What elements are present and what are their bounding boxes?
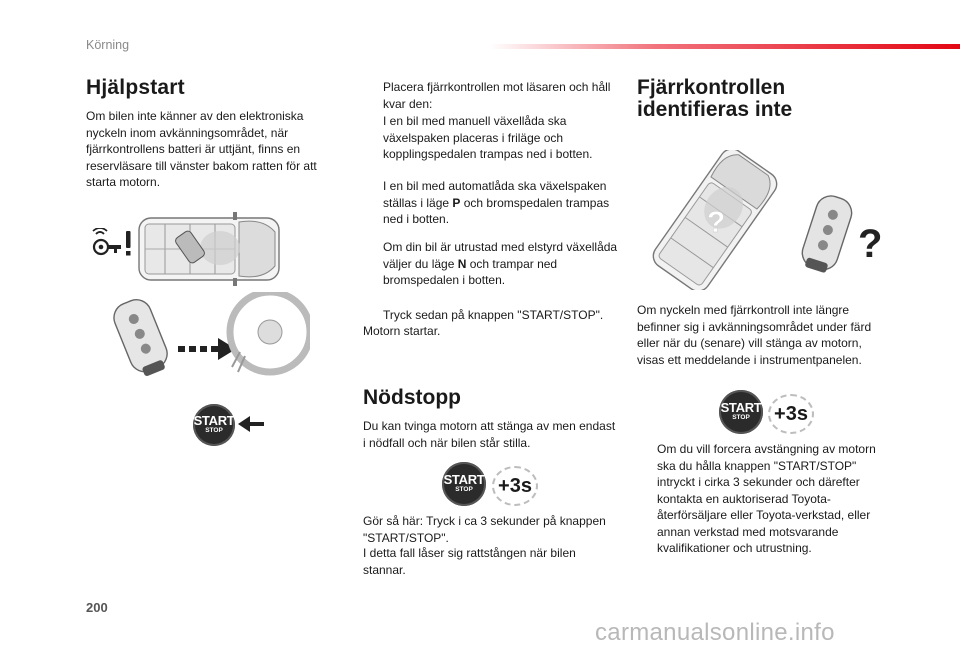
emergency-stop-heading: Nödstopp [363, 386, 461, 409]
svg-text:?: ? [706, 206, 726, 239]
car-unknown-key-illustration [650, 150, 780, 290]
step-text: Placera fjärrkontrollen mot läsaren och håll kvar den: [383, 80, 611, 111]
stop-label: STOP [732, 414, 750, 421]
step-text-part: och bromspedalen trampas ned i botten. [383, 195, 610, 226]
step-item [363, 79, 618, 112]
start-label: START [720, 400, 762, 415]
emergency-instruction: Gör så här: Tryck i ca 3 sekunder på knappen "START/STOP". [363, 514, 606, 545]
step-text [363, 239, 618, 289]
stop-label: STOP [455, 486, 473, 493]
step-text-part: I en bil med automatlåda ska växelspaken ställas i läge [383, 179, 607, 210]
question-mark-icon: ? [858, 222, 883, 266]
page-number: 200 [86, 600, 108, 615]
start-stop-button-icon [719, 390, 763, 434]
key-fob-reader-illustration [100, 292, 310, 387]
start-label: START [193, 413, 235, 428]
engine-starts-text: Motorn startar. [363, 324, 441, 338]
header-rule [490, 44, 960, 49]
gear-position: N [457, 256, 467, 271]
arrow-left-icon [238, 414, 264, 434]
step-text-part: Om din bil är utrustad med elstyrd växellåda väljer du läge [383, 240, 618, 271]
car-top-view-illustration [135, 208, 285, 290]
start-stop-button-icon [193, 404, 235, 446]
key-warning-icon [92, 228, 134, 258]
plus-3s-icon: +3s [492, 466, 538, 506]
force-stop-text: Om du vill forcera avstängning av motorn ska du hålla knappen "START/STOP" intryckt i cirka 3 sekunder och därefter kontakta en auktoriserad Toyota-återförsäljare eller Toyota-verkstad, eller annan verkstad med motsvarande kvalifikationer och utrustning. [657, 442, 876, 555]
remote-not-detected-heading: Fjärrkontrollen identifieras inte [637, 76, 793, 121]
step-text: Tryck sedan på knappen "START/STOP". [383, 308, 604, 322]
step-item [363, 239, 618, 289]
help-start-intro: Om bilen inte känner av den elektroniska nyckeln inom avkänningsområdet, när fjärrkontrollens batteri är uttjänt, finns en reservläsare till vänster bakom ratten för att starta motorn. [86, 109, 317, 189]
step-text [363, 178, 618, 228]
emergency-note: I detta fall låser sig rattstången när bilen stannar. [363, 546, 576, 577]
stop-label: STOP [205, 427, 223, 434]
watermark: carmanualsonline.info [595, 619, 835, 646]
plus-3s-icon: +3s [768, 394, 814, 434]
start-label: START [443, 472, 485, 487]
remote-intro: Om nyckeln med fjärrkontroll inte längre befinner sig i avkänningsområdet under färd eller när du (senare) vill stänga av motorn, visas ett meddelande i instrumentpanelen. [637, 303, 872, 367]
help-start-heading: Hjälpstart [86, 76, 185, 99]
step-item [363, 307, 618, 324]
section-label: Körning [86, 38, 130, 52]
emergency-intro: Du kan tvinga motorn att stänga av men endast i nödfall och när bilen står stilla. [363, 419, 616, 450]
key-fob-illustration [792, 190, 862, 282]
force-stop-item [637, 441, 887, 557]
step-item [363, 178, 618, 228]
gear-position: P [452, 195, 461, 210]
step-text-part: och trampar ned bromspedalen i botten. [383, 256, 558, 287]
step-item [363, 113, 618, 163]
step-text: I en bil med manuell växellåda ska växelspaken placeras i friläge och kopplingspedalen trampas ned i botten. [383, 114, 593, 161]
start-stop-button-icon [442, 462, 486, 506]
